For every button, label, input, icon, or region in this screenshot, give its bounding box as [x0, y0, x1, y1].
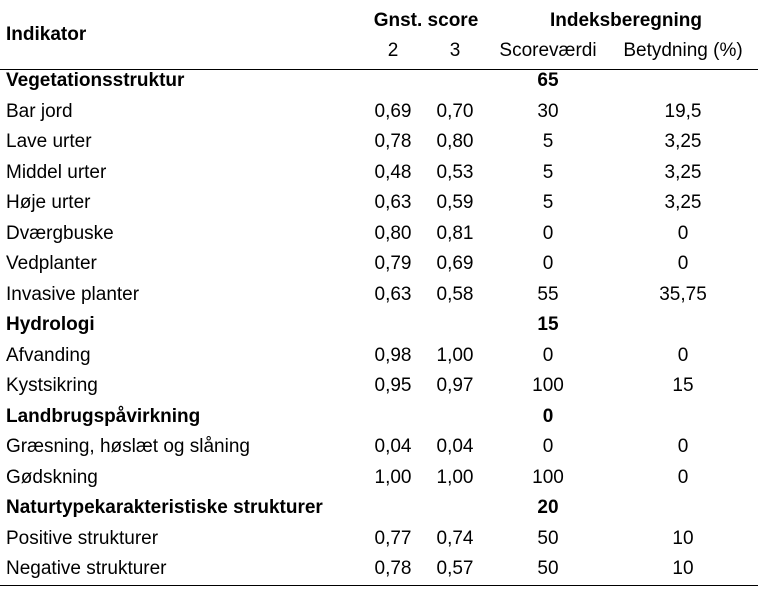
bottom-rule [0, 585, 758, 586]
indicator-cell: Positive strukturer [6, 527, 159, 549]
indicator-header: Indikator [6, 24, 87, 45]
score-2-cell: 0,80 [374, 222, 412, 244]
indicator-cell: Invasive planter [6, 283, 140, 305]
indicator-cell: Afvanding [6, 344, 91, 366]
score-3-cell: 1,00 [436, 466, 474, 488]
score-2-cell: 0,95 [374, 375, 412, 396]
table-row [0, 524, 758, 555]
score-value-cell: 55 [537, 283, 559, 305]
group-row [0, 310, 758, 341]
table-header [0, 0, 758, 69]
indicator-cell: Landbrugspåvirkning [6, 405, 201, 427]
score-3-cell: 0,97 [436, 375, 474, 396]
table-row [0, 158, 758, 189]
indicator-cell: Naturtypekarakteristiske strukturer [6, 497, 323, 518]
indicator-cell: Lave urter [6, 131, 92, 152]
weight-cell: 3,25 [664, 192, 702, 213]
score-value-cell: 0 [542, 253, 554, 274]
weight-cell: 0 [677, 222, 689, 244]
weight-cell: 15 [672, 375, 694, 396]
table-row [0, 280, 758, 311]
weight-cell: 10 [672, 527, 694, 549]
table-row [0, 463, 758, 494]
score-2-cell: 0,48 [374, 161, 412, 183]
score-3-cell: 0,58 [436, 283, 474, 305]
score-value-cell: 30 [537, 100, 559, 122]
weight-cell: 10 [672, 558, 694, 579]
table-row [0, 432, 758, 463]
table-row [0, 554, 758, 585]
score-3-cell: 0,59 [436, 192, 474, 213]
indicator-cell: Høje urter [6, 192, 91, 213]
table-body [0, 66, 758, 585]
score-value-cell: 20 [537, 497, 559, 518]
score-value-cell: 65 [537, 70, 559, 91]
table-row [0, 97, 758, 128]
indicator-cell: Vedplanter [6, 253, 97, 274]
weight-cell: 0 [677, 253, 689, 274]
index-calc-header: Indeksberegning [549, 10, 703, 31]
weight-cell: 0 [677, 344, 689, 366]
score-3-cell: 0,04 [436, 436, 474, 457]
indicator-cell: Kystsikring [6, 375, 98, 396]
score-value-cell: 100 [532, 375, 564, 396]
indicator-cell: Græsning, høslæt og slåning [6, 436, 250, 457]
weight-cell: 3,25 [664, 161, 702, 183]
score-3-cell: 0,74 [436, 527, 474, 549]
indicator-cell: Middel urter [6, 161, 107, 183]
indicator-cell: Gødskning [6, 466, 98, 488]
indicator-cell: Negative strukturer [6, 558, 167, 579]
score-value-cell: 5 [542, 161, 554, 183]
weight-cell: 3,25 [664, 131, 702, 152]
score-value-cell: 0 [542, 405, 554, 427]
weight-header: Betydning (%) [623, 40, 743, 61]
score-value-cell: 50 [537, 558, 559, 579]
score-3-header: 3 [449, 40, 461, 61]
score-3-cell: 0,53 [436, 161, 474, 183]
score-2-cell: 1,00 [374, 466, 412, 488]
table-row [0, 249, 758, 280]
score-2-cell: 0,63 [374, 192, 412, 213]
indicator-cell: Dværgbuske [6, 222, 114, 244]
indicator-cell: Vegetationsstruktur [6, 70, 185, 91]
score-3-cell: 0,80 [436, 131, 474, 152]
score-2-header: 2 [387, 40, 399, 61]
score-3-cell: 0,70 [436, 100, 474, 122]
score-2-cell: 0,79 [374, 253, 412, 274]
weight-cell: 0 [677, 466, 689, 488]
score-value-cell: 15 [537, 314, 559, 335]
table-row [0, 127, 758, 158]
score-3-cell: 0,81 [436, 222, 474, 244]
group-row [0, 402, 758, 433]
score-value-cell: 0 [542, 436, 554, 457]
group-row [0, 66, 758, 97]
score-value-cell: 0 [542, 344, 554, 366]
score-value-cell: 0 [542, 222, 554, 244]
table-row [0, 341, 758, 372]
score-2-cell: 0,04 [374, 436, 412, 457]
score-3-cell: 0,57 [436, 558, 474, 579]
score-2-cell: 0,69 [374, 100, 412, 122]
score-value-cell: 50 [537, 527, 559, 549]
score-value-cell: 5 [542, 192, 554, 213]
score-2-cell: 0,63 [374, 283, 412, 305]
table-row [0, 371, 758, 402]
score-2-cell: 0,77 [374, 527, 412, 549]
indicator-cell: Bar jord [6, 100, 73, 122]
avg-score-header: Gnst. score [373, 10, 479, 31]
score-2-cell: 0,98 [374, 344, 412, 366]
score-2-cell: 0,78 [374, 558, 412, 579]
weight-cell: 35,75 [659, 283, 707, 305]
score-3-cell: 0,69 [436, 253, 474, 274]
score-value-header: Scoreværdi [499, 40, 597, 61]
weight-cell: 19,5 [664, 100, 702, 122]
score-value-cell: 100 [532, 466, 564, 488]
table-row [0, 188, 758, 219]
table-row [0, 219, 758, 250]
score-value-cell: 5 [542, 131, 554, 152]
group-row [0, 493, 758, 524]
score-3-cell: 1,00 [436, 344, 474, 366]
weight-cell: 0 [677, 436, 689, 457]
score-2-cell: 0,78 [374, 131, 412, 152]
indicator-cell: Hydrologi [6, 314, 95, 335]
